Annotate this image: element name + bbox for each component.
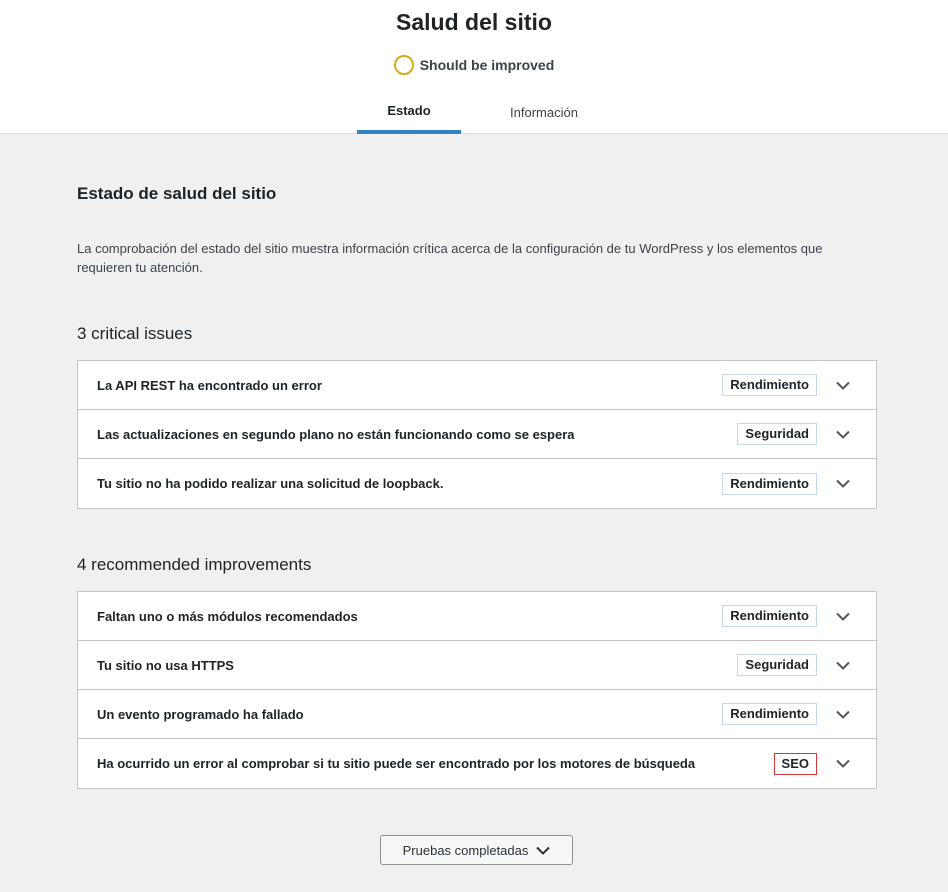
section-title: Estado de salud del sitio (77, 184, 277, 203)
issue-title: Las actualizaciones en segundo plano no están funcionando como se espera (97, 426, 575, 442)
category-badge: Seguridad (737, 423, 817, 445)
chevron-down-icon[interactable] (829, 424, 857, 444)
issue-row[interactable] (78, 410, 876, 459)
issue-row[interactable] (78, 361, 876, 410)
tab-informacion[interactable]: Información (510, 105, 578, 120)
issue-row[interactable] (78, 459, 876, 508)
tab-estado[interactable]: Estado (357, 91, 461, 134)
passed-tests-button[interactable] (380, 835, 573, 865)
page-header (0, 0, 948, 134)
chevron-down-icon[interactable] (829, 704, 857, 724)
category-badge: Rendimiento (722, 703, 817, 725)
issue-title: Faltan uno o más módulos recomendados (97, 608, 358, 624)
issue-title: Tu sitio no ha podido realizar una solicitud de loopback. (97, 476, 444, 491)
chevron-down-icon (536, 846, 550, 855)
tab-bar (357, 91, 627, 134)
category-badge: Rendimiento (722, 473, 817, 495)
page-title: Salud del sitio (396, 9, 552, 35)
issue-row[interactable] (78, 641, 876, 690)
issue-row[interactable] (78, 690, 876, 739)
issue-title: Un evento programado ha fallado (97, 706, 304, 722)
category-badge: Rendimiento (722, 605, 817, 627)
chevron-down-icon[interactable] (829, 474, 857, 494)
chevron-down-icon[interactable] (829, 375, 857, 395)
issue-title: Tu sitio no usa HTTPS (97, 657, 234, 673)
chevron-down-icon[interactable] (829, 606, 857, 626)
section-description: La comprobación del estado del sitio muestra información crítica acerca de la configuración de tu WordPress y los elementos que requieren tu atención. (77, 241, 823, 275)
category-badge-seo: SEO (774, 753, 817, 775)
critical-issues-heading: 3 critical issues (77, 324, 193, 343)
issue-row[interactable] (78, 592, 876, 641)
issue-row[interactable] (78, 739, 876, 788)
passed-tests-label: Pruebas completadas (402, 842, 529, 858)
status-ring-icon (394, 55, 414, 75)
issue-title: La API REST ha encontrado un error (97, 377, 322, 393)
category-badge: Rendimiento (722, 374, 817, 396)
chevron-down-icon[interactable] (829, 754, 857, 774)
status-text: Should be improved (419, 57, 555, 73)
chevron-down-icon[interactable] (829, 655, 857, 675)
health-status (0, 55, 948, 75)
recommended-improvements-heading: 4 recommended improvements (77, 555, 312, 574)
critical-issues-list (77, 360, 877, 509)
recommended-improvements-list (77, 591, 877, 789)
category-badge: Seguridad (737, 654, 817, 676)
issue-title: Ha ocurrido un error al comprobar si tu sitio puede ser encontrado por los motores de búsqueda (97, 756, 696, 771)
